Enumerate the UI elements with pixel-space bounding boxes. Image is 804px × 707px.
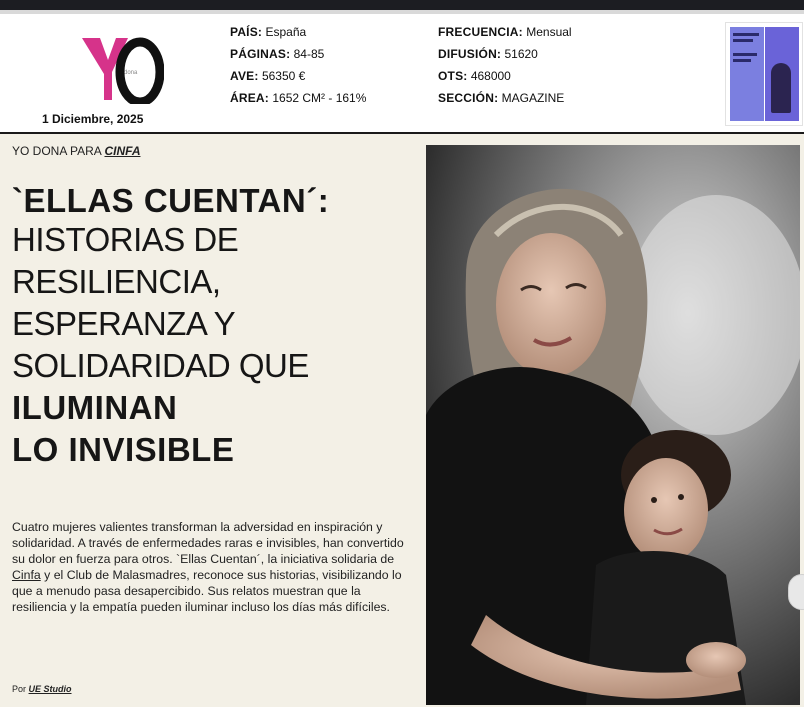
publication-date: 1 Diciembre, 2025 <box>42 112 144 126</box>
meta-difusion: DIFUSIÓN: 51620 <box>438 47 538 61</box>
article-body: Cuatro mujeres valientes transforman la adversidad en inspiración y solidaridad. A través de enfermedades raras e invisibles, han convertido su dolor en fuerza para otros. `Ellas Cuentan´, la iniciativa solidaria de Cinfa y el Club de Malasmadres, reconoce sus historias, visibilizando lo que a menudo pasa desapercibido. Sus relatos muestran que la resiliencia y la empatía pueden iluminar incluso los días más difíciles. <box>12 520 404 614</box>
article-kicker: YO DONA PARA CINFA <box>12 144 141 158</box>
top-bar-line <box>0 10 804 14</box>
headline-line: ILUMINAN <box>12 389 178 426</box>
thumbnail-line <box>733 53 757 56</box>
thumbnail-line <box>733 39 753 42</box>
logo-sub: dona <box>124 70 138 76</box>
next-page-arrow[interactable] <box>788 574 804 610</box>
headline-line: HISTORIAS DE <box>12 221 239 258</box>
thumbnail-line <box>733 33 759 36</box>
kicker-brand-link[interactable]: CINFA <box>104 144 141 158</box>
thumbnail-line <box>733 59 751 62</box>
article-headline <box>12 182 417 471</box>
thumbnail-figure <box>771 63 791 113</box>
meta-pais: PAÍS: España <box>230 25 307 39</box>
headline-line: ESPERANZA Y <box>12 305 236 342</box>
top-bar <box>0 0 804 10</box>
byline-author[interactable]: UE Studio <box>28 684 72 694</box>
yo-dona-logo <box>78 34 164 104</box>
meta-paginas: PÁGINAS: 84-85 <box>230 47 325 61</box>
meta-left <box>230 21 366 109</box>
meta-frecuencia: FRECUENCIA: Mensual <box>438 25 572 39</box>
meta-ots: OTS: 468000 <box>438 69 511 83</box>
page-thumbnail[interactable] <box>725 22 803 126</box>
headline-line: RESILIENCIA, <box>12 263 221 300</box>
meta-ave: AVE: 56350 € <box>230 69 306 83</box>
cinfa-link[interactable]: Cinfa <box>12 568 41 582</box>
headline-line: SOLIDARIDAD QUE <box>12 347 309 384</box>
article-photo <box>426 145 800 705</box>
meta-seccion: SECCIÓN: MAGAZINE <box>438 91 565 105</box>
meta-area: ÁREA: 1652 CM² - 161% <box>230 91 367 105</box>
meta-right <box>438 21 572 109</box>
byline: Por UE Studio <box>12 684 72 694</box>
headline-line: LO INVISIBLE <box>12 431 235 468</box>
headline-line: `ELLAS CUENTAN´: <box>12 182 330 219</box>
